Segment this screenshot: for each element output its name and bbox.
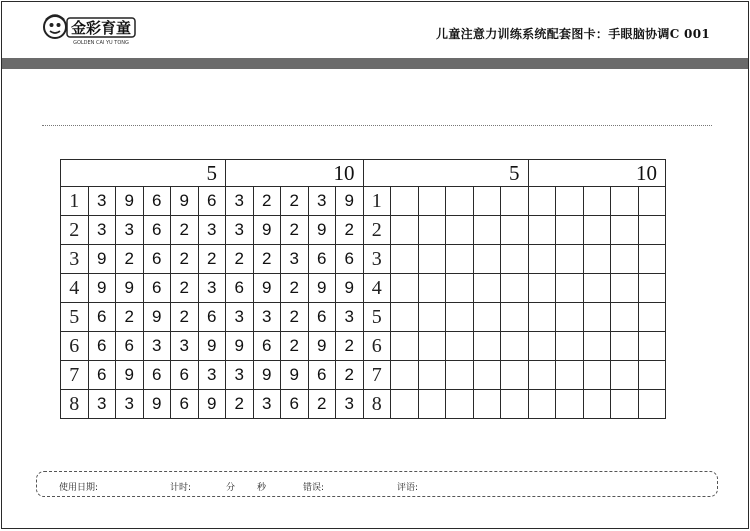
digit-cell: 2 [336, 332, 364, 361]
row-number-right: 5 [363, 303, 391, 332]
row-number-left: 8 [61, 390, 89, 419]
answer-cell[interactable] [446, 187, 474, 216]
digit-cell: 9 [308, 332, 336, 361]
digit-cell: 9 [253, 216, 281, 245]
row-number-left: 1 [61, 187, 89, 216]
digit-cell: 2 [281, 216, 309, 245]
header-bar [2, 58, 748, 69]
answer-cell[interactable] [446, 390, 474, 419]
answer-cell[interactable] [391, 245, 419, 274]
digit-cell: 3 [226, 187, 254, 216]
digit-cell: 6 [143, 245, 171, 274]
digit-cell: 2 [253, 187, 281, 216]
answer-cell[interactable] [418, 303, 446, 332]
answer-cell[interactable] [556, 216, 584, 245]
digit-cell: 9 [143, 390, 171, 419]
answer-cell[interactable] [473, 274, 501, 303]
row-number-left: 7 [61, 361, 89, 390]
digit-cell: 3 [336, 303, 364, 332]
answer-cell[interactable] [446, 361, 474, 390]
answer-cell[interactable] [418, 274, 446, 303]
grid-row [61, 332, 666, 361]
digit-cell: 2 [281, 332, 309, 361]
digit-cell: 6 [143, 274, 171, 303]
answer-cell[interactable] [638, 303, 666, 332]
digit-cell: 9 [88, 245, 116, 274]
answer-cell[interactable] [501, 245, 529, 274]
digit-cell: 2 [226, 245, 254, 274]
answer-cell[interactable] [611, 274, 639, 303]
digit-cell: 2 [336, 216, 364, 245]
digit-cell: 3 [226, 303, 254, 332]
answer-cell[interactable] [611, 216, 639, 245]
digit-cell: 3 [198, 274, 226, 303]
right-header-5: 5 [363, 160, 528, 187]
answer-cell[interactable] [528, 332, 556, 361]
answer-cell[interactable] [446, 216, 474, 245]
answer-cell[interactable] [418, 332, 446, 361]
grid-body [61, 187, 666, 419]
row-number-right: 1 [363, 187, 391, 216]
answer-cell[interactable] [446, 245, 474, 274]
brand-logo-icon [42, 12, 138, 46]
answer-cell[interactable] [501, 216, 529, 245]
digit-cell: 6 [198, 187, 226, 216]
answer-cell[interactable] [418, 245, 446, 274]
card-title: 儿童注意力训练系统配套图卡：手眼脑协调C 001 [436, 27, 710, 41]
dotted-divider [42, 125, 712, 126]
answer-cell[interactable] [556, 303, 584, 332]
errors-label: 错误: [303, 483, 325, 493]
answer-cell[interactable] [528, 303, 556, 332]
row-number-left: 4 [61, 274, 89, 303]
row-number-right: 7 [363, 361, 391, 390]
answer-cell[interactable] [391, 274, 419, 303]
answer-cell[interactable] [391, 390, 419, 419]
answer-cell[interactable] [473, 303, 501, 332]
digit-cell: 2 [281, 187, 309, 216]
digit-cell: 9 [308, 274, 336, 303]
digit-cell: 2 [281, 274, 309, 303]
digit-cell: 9 [253, 274, 281, 303]
digit-cell: 6 [88, 303, 116, 332]
grid-row [61, 303, 666, 332]
digit-cell: 9 [253, 361, 281, 390]
digit-cell: 2 [116, 245, 144, 274]
digit-cell: 9 [143, 303, 171, 332]
answer-cell[interactable] [611, 390, 639, 419]
digit-cell: 6 [116, 332, 144, 361]
answer-cell[interactable] [473, 245, 501, 274]
answer-cell[interactable] [418, 390, 446, 419]
row-number-left: 6 [61, 332, 89, 361]
grid-row [61, 390, 666, 419]
answer-cell[interactable] [611, 303, 639, 332]
digit-cell: 9 [336, 274, 364, 303]
right-header-10: 10 [528, 160, 666, 187]
answer-cell[interactable] [473, 390, 501, 419]
row-number-left: 3 [61, 245, 89, 274]
digit-cell: 3 [198, 216, 226, 245]
answer-cell[interactable] [473, 216, 501, 245]
digit-cell: 6 [88, 332, 116, 361]
digit-cell: 3 [198, 361, 226, 390]
answer-cell[interactable] [528, 216, 556, 245]
left-header-10: 10 [226, 160, 364, 187]
answer-cell[interactable] [583, 187, 611, 216]
answer-cell[interactable] [528, 390, 556, 419]
digit-cell: 3 [226, 216, 254, 245]
grid-row [61, 216, 666, 245]
digit-cell: 6 [143, 361, 171, 390]
digit-grid-table [60, 159, 666, 419]
digit-cell: 6 [253, 332, 281, 361]
digit-cell: 2 [226, 390, 254, 419]
digit-cell: 6 [226, 274, 254, 303]
digit-cell: 9 [116, 187, 144, 216]
digit-cell: 6 [171, 390, 199, 419]
answer-cell[interactable] [391, 187, 419, 216]
answer-cell[interactable] [528, 361, 556, 390]
digit-cell: 9 [308, 216, 336, 245]
answer-cell[interactable] [446, 274, 474, 303]
answer-cell[interactable] [391, 216, 419, 245]
digit-cell: 9 [198, 390, 226, 419]
digit-cell: 3 [143, 332, 171, 361]
digit-cell: 3 [88, 187, 116, 216]
digit-cell: 2 [308, 390, 336, 419]
digit-cell: 3 [253, 303, 281, 332]
answer-cell[interactable] [446, 332, 474, 361]
answer-cell[interactable] [391, 332, 419, 361]
digit-cell: 3 [88, 216, 116, 245]
grid-row [61, 245, 666, 274]
digit-cell: 2 [253, 245, 281, 274]
answer-cell[interactable] [501, 303, 529, 332]
answer-cell[interactable] [556, 245, 584, 274]
footer-record-box [36, 471, 718, 497]
answer-cell[interactable] [583, 361, 611, 390]
answer-cell[interactable] [583, 332, 611, 361]
comment-label: 评语: [397, 483, 419, 493]
answer-cell[interactable] [556, 332, 584, 361]
digit-cell: 6 [88, 361, 116, 390]
digit-cell: 3 [336, 390, 364, 419]
digit-cell: 6 [171, 361, 199, 390]
digit-cell: 6 [281, 390, 309, 419]
digit-cell: 6 [308, 361, 336, 390]
digit-cell: 9 [116, 361, 144, 390]
digit-cell: 9 [88, 274, 116, 303]
digit-cell: 2 [336, 361, 364, 390]
digit-cell: 9 [171, 187, 199, 216]
digit-cell: 6 [308, 245, 336, 274]
digit-cell: 6 [143, 216, 171, 245]
answer-cell[interactable] [611, 245, 639, 274]
answer-cell[interactable] [501, 332, 529, 361]
answer-cell[interactable] [638, 216, 666, 245]
answer-cell[interactable] [583, 245, 611, 274]
answer-cell[interactable] [418, 361, 446, 390]
digit-cell: 9 [116, 274, 144, 303]
answer-cell[interactable] [556, 390, 584, 419]
answer-cell[interactable] [501, 390, 529, 419]
answer-cell[interactable] [473, 361, 501, 390]
left-header-5: 5 [61, 160, 226, 187]
answer-cell[interactable] [638, 390, 666, 419]
answer-cell[interactable] [391, 361, 419, 390]
digit-cell: 6 [198, 303, 226, 332]
digit-cell: 9 [226, 332, 254, 361]
svg-text:GOLDEN CAI YU TONG: GOLDEN CAI YU TONG [73, 40, 129, 46]
worksheet-page [1, 1, 749, 529]
digit-cell: 3 [281, 245, 309, 274]
answer-cell[interactable] [446, 303, 474, 332]
digit-cell: 2 [171, 245, 199, 274]
row-number-right: 8 [363, 390, 391, 419]
svg-text:金彩育童: 金彩育童 [70, 19, 132, 37]
row-number-right: 6 [363, 332, 391, 361]
digit-cell: 2 [198, 245, 226, 274]
answer-cell[interactable] [501, 187, 529, 216]
digit-cell: 9 [198, 332, 226, 361]
digit-cell: 3 [226, 361, 254, 390]
digit-cell: 6 [336, 245, 364, 274]
digit-cell: 3 [171, 332, 199, 361]
answer-cell[interactable] [528, 187, 556, 216]
seconds-label: 秒 [257, 483, 267, 493]
answer-cell[interactable] [583, 274, 611, 303]
row-number-right: 4 [363, 274, 391, 303]
answer-cell[interactable] [501, 361, 529, 390]
answer-cell[interactable] [583, 390, 611, 419]
answer-cell[interactable] [556, 361, 584, 390]
digit-cell: 9 [281, 361, 309, 390]
digit-cell: 6 [143, 187, 171, 216]
row-number-right: 3 [363, 245, 391, 274]
grid-row [61, 274, 666, 303]
row-number-left: 2 [61, 216, 89, 245]
digit-cell: 3 [116, 216, 144, 245]
answer-cell[interactable] [473, 332, 501, 361]
answer-cell[interactable] [418, 187, 446, 216]
answer-cell[interactable] [391, 303, 419, 332]
answer-cell[interactable] [473, 187, 501, 216]
digit-cell: 2 [116, 303, 144, 332]
digit-cell: 2 [171, 216, 199, 245]
answer-cell[interactable] [638, 187, 666, 216]
answer-cell[interactable] [638, 274, 666, 303]
answer-cell[interactable] [583, 303, 611, 332]
answer-cell[interactable] [418, 216, 446, 245]
row-number-right: 2 [363, 216, 391, 245]
answer-cell[interactable] [611, 332, 639, 361]
answer-cell[interactable] [501, 274, 529, 303]
answer-cell[interactable] [528, 245, 556, 274]
digit-cell: 3 [116, 390, 144, 419]
digit-cell: 3 [88, 390, 116, 419]
digit-cell: 2 [171, 274, 199, 303]
answer-cell[interactable] [638, 361, 666, 390]
time-label: 计时: [170, 483, 192, 493]
answer-cell[interactable] [611, 361, 639, 390]
date-label: 使用日期: [59, 483, 99, 493]
answer-cell[interactable] [556, 274, 584, 303]
digit-cell: 3 [308, 187, 336, 216]
answer-cell[interactable] [638, 245, 666, 274]
answer-cell[interactable] [528, 274, 556, 303]
row-number-left: 5 [61, 303, 89, 332]
minutes-label: 分 [226, 483, 236, 493]
digit-cell: 9 [336, 187, 364, 216]
answer-cell[interactable] [611, 187, 639, 216]
answer-cell[interactable] [638, 332, 666, 361]
answer-cell[interactable] [556, 187, 584, 216]
digit-cell: 6 [308, 303, 336, 332]
brand-logo [42, 12, 138, 46]
answer-cell[interactable] [583, 216, 611, 245]
grid-header-row [61, 160, 666, 187]
grid-row [61, 187, 666, 216]
grid-row [61, 361, 666, 390]
digit-cell: 2 [171, 303, 199, 332]
digit-cell: 2 [281, 303, 309, 332]
digit-cell: 3 [253, 390, 281, 419]
